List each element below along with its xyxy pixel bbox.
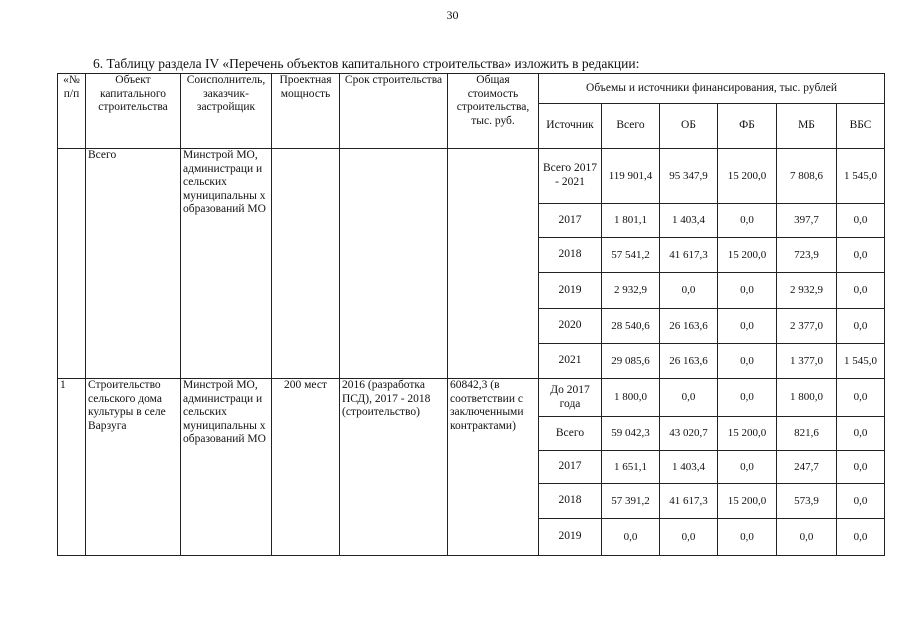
cell-total: 29 085,6: [602, 344, 660, 379]
cell-mb: 723,9: [777, 238, 837, 273]
cell-source: 2020: [539, 309, 602, 344]
group-num: [58, 149, 86, 379]
cell-source: 2017: [539, 451, 602, 484]
cell-ob: 1 403,4: [660, 204, 718, 238]
cell-vbs: 0,0: [837, 451, 885, 484]
group-object: Всего: [86, 149, 181, 379]
table-row: [58, 149, 885, 204]
cell-source: 2019: [539, 273, 602, 309]
header-total: Всего: [602, 104, 660, 149]
cell-source: 2017: [539, 204, 602, 238]
cell-fb: 15 200,0: [718, 238, 777, 273]
cell-ob: 0,0: [660, 519, 718, 556]
header-num: «№ п/п: [58, 74, 86, 149]
cell-ob: 95 347,9: [660, 149, 718, 204]
cell-fb: 0,0: [718, 273, 777, 309]
cell-ob: 41 617,3: [660, 238, 718, 273]
header-capacity: Проектная мощность: [272, 74, 340, 149]
cell-mb: 821,6: [777, 417, 837, 451]
cell-fb: 0,0: [718, 451, 777, 484]
cell-ob: 0,0: [660, 379, 718, 417]
cell-fb: 0,0: [718, 309, 777, 344]
cell-mb: 2 377,0: [777, 309, 837, 344]
cell-vbs: 0,0: [837, 238, 885, 273]
cell-total: 1 651,1: [602, 451, 660, 484]
table-row: [58, 379, 885, 417]
header-funding: Объемы и источники финансирования, тыс. рублей: [539, 74, 885, 104]
header-total-cost: Общая стоимость строительства, тыс. руб.: [448, 74, 539, 149]
cell-mb: 7 808,6: [777, 149, 837, 204]
group-object: Строительство сельского дома культуры в селе Варзуга: [86, 379, 181, 556]
cell-fb: 0,0: [718, 344, 777, 379]
cell-total: 57 541,2: [602, 238, 660, 273]
header-object: Объект капитального строительства: [86, 74, 181, 149]
cell-total: 2 932,9: [602, 273, 660, 309]
group-term: [340, 149, 448, 379]
cell-mb: 0,0: [777, 519, 837, 556]
cell-ob: 43 020,7: [660, 417, 718, 451]
header-row-top: [58, 74, 885, 104]
cell-mb: 247,7: [777, 451, 837, 484]
cell-vbs: 0,0: [837, 519, 885, 556]
section-heading: 6. Таблицу раздела IV «Перечень объектов капитального строительства» изложить в редакции:: [93, 56, 640, 71]
cell-fb: 0,0: [718, 379, 777, 417]
cell-source: 2021: [539, 344, 602, 379]
cell-vbs: 0,0: [837, 273, 885, 309]
header-vbs: ВБС: [837, 104, 885, 149]
cell-total: 59 042,3: [602, 417, 660, 451]
group-total-cost: 60842,3 (в соответствии с заключенными контрактами): [448, 379, 539, 556]
cell-total: 28 540,6: [602, 309, 660, 344]
cell-ob: 26 163,6: [660, 309, 718, 344]
cell-source: Всего 2017 - 2021: [539, 149, 602, 204]
cell-mb: 573,9: [777, 484, 837, 519]
cell-source: Всего: [539, 417, 602, 451]
cell-total: 1 801,1: [602, 204, 660, 238]
cell-fb: 15 200,0: [718, 484, 777, 519]
header-ob: ОБ: [660, 104, 718, 149]
cell-fb: 0,0: [718, 204, 777, 238]
cell-mb: 2 932,9: [777, 273, 837, 309]
cell-ob: 1 403,4: [660, 451, 718, 484]
header-term: Срок строительства: [340, 74, 448, 149]
cell-vbs: 1 545,0: [837, 149, 885, 204]
cell-vbs: 0,0: [837, 484, 885, 519]
group-num: 1: [58, 379, 86, 556]
cell-source: До 2017 года: [539, 379, 602, 417]
cell-total: 1 800,0: [602, 379, 660, 417]
page-number: 30: [446, 8, 459, 22]
header-source: Источник: [539, 104, 602, 149]
group-term: 2016 (разработка ПСД), 2017 - 2018 (строительство): [340, 379, 448, 556]
group-total-cost: [448, 149, 539, 379]
cell-total: 119 901,4: [602, 149, 660, 204]
group-capacity: 200 мест: [272, 379, 340, 556]
cell-vbs: 1 545,0: [837, 344, 885, 379]
cell-fb: 15 200,0: [718, 417, 777, 451]
cell-vbs: 0,0: [837, 417, 885, 451]
cell-vbs: 0,0: [837, 309, 885, 344]
capital-construction-table: [57, 73, 885, 556]
group-coexecutor: Минстрой МО, администраци и сельских муниципальны х образований МО: [181, 379, 272, 556]
cell-source: 2018: [539, 484, 602, 519]
group-capacity: [272, 149, 340, 379]
header-coexecutor: Соисполнитель, заказчик-застройщик: [181, 74, 272, 149]
cell-mb: 1 377,0: [777, 344, 837, 379]
cell-vbs: 0,0: [837, 379, 885, 417]
cell-total: 57 391,2: [602, 484, 660, 519]
cell-total: 0,0: [602, 519, 660, 556]
cell-fb: 15 200,0: [718, 149, 777, 204]
cell-fb: 0,0: [718, 519, 777, 556]
cell-ob: 0,0: [660, 273, 718, 309]
cell-ob: 41 617,3: [660, 484, 718, 519]
cell-mb: 1 800,0: [777, 379, 837, 417]
cell-source: 2019: [539, 519, 602, 556]
group-coexecutor: Минстрой МО, администраци и сельских муниципальны х образований МО: [181, 149, 272, 379]
header-mb: МБ: [777, 104, 837, 149]
cell-vbs: 0,0: [837, 204, 885, 238]
header-fb: ФБ: [718, 104, 777, 149]
cell-mb: 397,7: [777, 204, 837, 238]
cell-source: 2018: [539, 238, 602, 273]
cell-ob: 26 163,6: [660, 344, 718, 379]
